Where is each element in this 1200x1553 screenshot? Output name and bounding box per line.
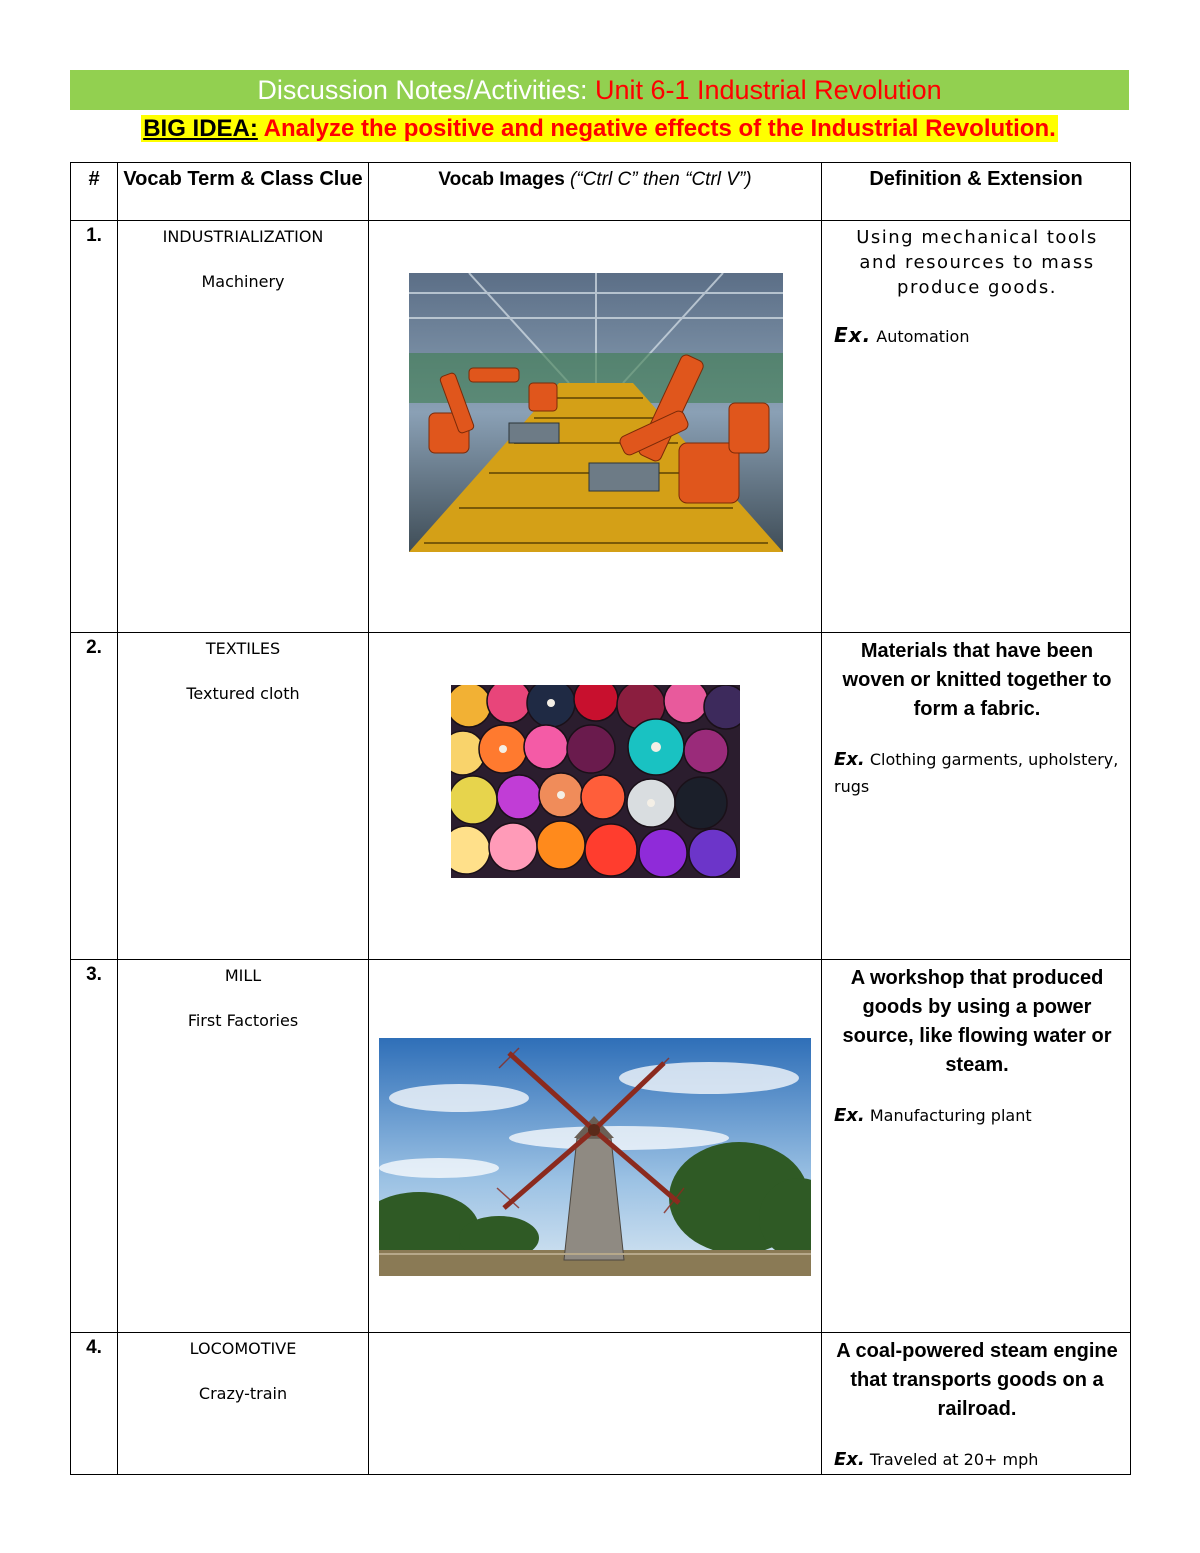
title-unit: Unit 6-1 Industrial Revolution — [594, 75, 942, 105]
table-row — [71, 960, 1131, 1333]
example-label: Ex. — [834, 749, 865, 770]
definition-text: Materials that have been woven or knitted together to form a fabric. — [842, 640, 1112, 720]
fabric-rolls-image — [451, 685, 740, 878]
image-cell — [369, 221, 822, 633]
example-text: Automation — [876, 327, 970, 346]
definition-cell — [822, 960, 1131, 1333]
windmill-image — [379, 1038, 811, 1276]
example-label: Ex. — [834, 323, 872, 347]
header-term: Vocab Term & Class Clue — [118, 163, 369, 221]
definition-text: A workshop that produced goods by using a power source, like flowing water or steam. — [842, 967, 1112, 1076]
term-cell — [118, 1333, 369, 1475]
definition-text: Using mechanical tools and resources to mass produce goods. — [856, 227, 1098, 298]
table-row — [71, 633, 1131, 960]
image-cell — [369, 633, 822, 960]
row-number: 1. — [71, 221, 118, 633]
example-text: Traveled at 20+ mph — [869, 1450, 1039, 1469]
big-idea-label: BIG IDEA: — [143, 115, 258, 142]
header-num: # — [71, 163, 118, 221]
example — [834, 322, 1120, 350]
term-clue: Textured cloth — [186, 684, 300, 703]
term-clue: First Factories — [187, 1011, 299, 1030]
example-text: Clothing garments, upholstery, rugs — [834, 750, 1119, 796]
example-label: Ex. — [834, 1105, 865, 1126]
table-header-row — [71, 163, 1131, 221]
vocab-table — [70, 162, 1131, 1475]
term-cell — [118, 221, 369, 633]
definition-text: A coal-powered steam engine that transports goods on a railroad. — [836, 1340, 1118, 1420]
table-row — [71, 221, 1131, 633]
row-number: 4. — [71, 1333, 118, 1475]
definition-cell — [822, 1333, 1131, 1475]
row-number: 3. — [71, 960, 118, 1333]
example-text: Manufacturing plant — [869, 1106, 1032, 1125]
term-cell — [118, 960, 369, 1333]
image-cell[interactable] — [369, 1333, 822, 1475]
term-word: INDUSTRIALIZATION — [162, 227, 324, 246]
header-images — [369, 163, 822, 221]
example — [834, 1446, 1120, 1473]
image-cell — [369, 960, 822, 1333]
header-images-italic: (“Ctrl C” then “Ctrl V”) — [570, 169, 752, 190]
example — [834, 746, 1120, 800]
title-prefix: Discussion Notes/Activities: — [257, 75, 588, 105]
page-title — [70, 70, 1129, 110]
header-images-bold: Vocab Images — [438, 169, 565, 190]
example — [834, 1102, 1120, 1129]
big-idea-text: Analyze the positive and negative effects of the Industrial Revolution. — [263, 115, 1056, 142]
header-definition: Definition & Extension — [822, 163, 1131, 221]
table-row — [71, 1333, 1131, 1475]
definition-cell — [822, 633, 1131, 960]
row-number: 2. — [71, 633, 118, 960]
example-label: Ex. — [834, 1449, 865, 1470]
term-cell — [118, 633, 369, 960]
term-word: TEXTILES — [205, 639, 281, 658]
term-word: LOCOMOTIVE — [189, 1339, 297, 1358]
factory-robots-image — [409, 273, 783, 552]
big-idea — [70, 112, 1129, 146]
term-word: MILL — [224, 966, 262, 985]
term-clue: Crazy-train — [198, 1384, 288, 1403]
definition-cell — [822, 221, 1131, 633]
term-clue: Machinery — [201, 272, 285, 291]
